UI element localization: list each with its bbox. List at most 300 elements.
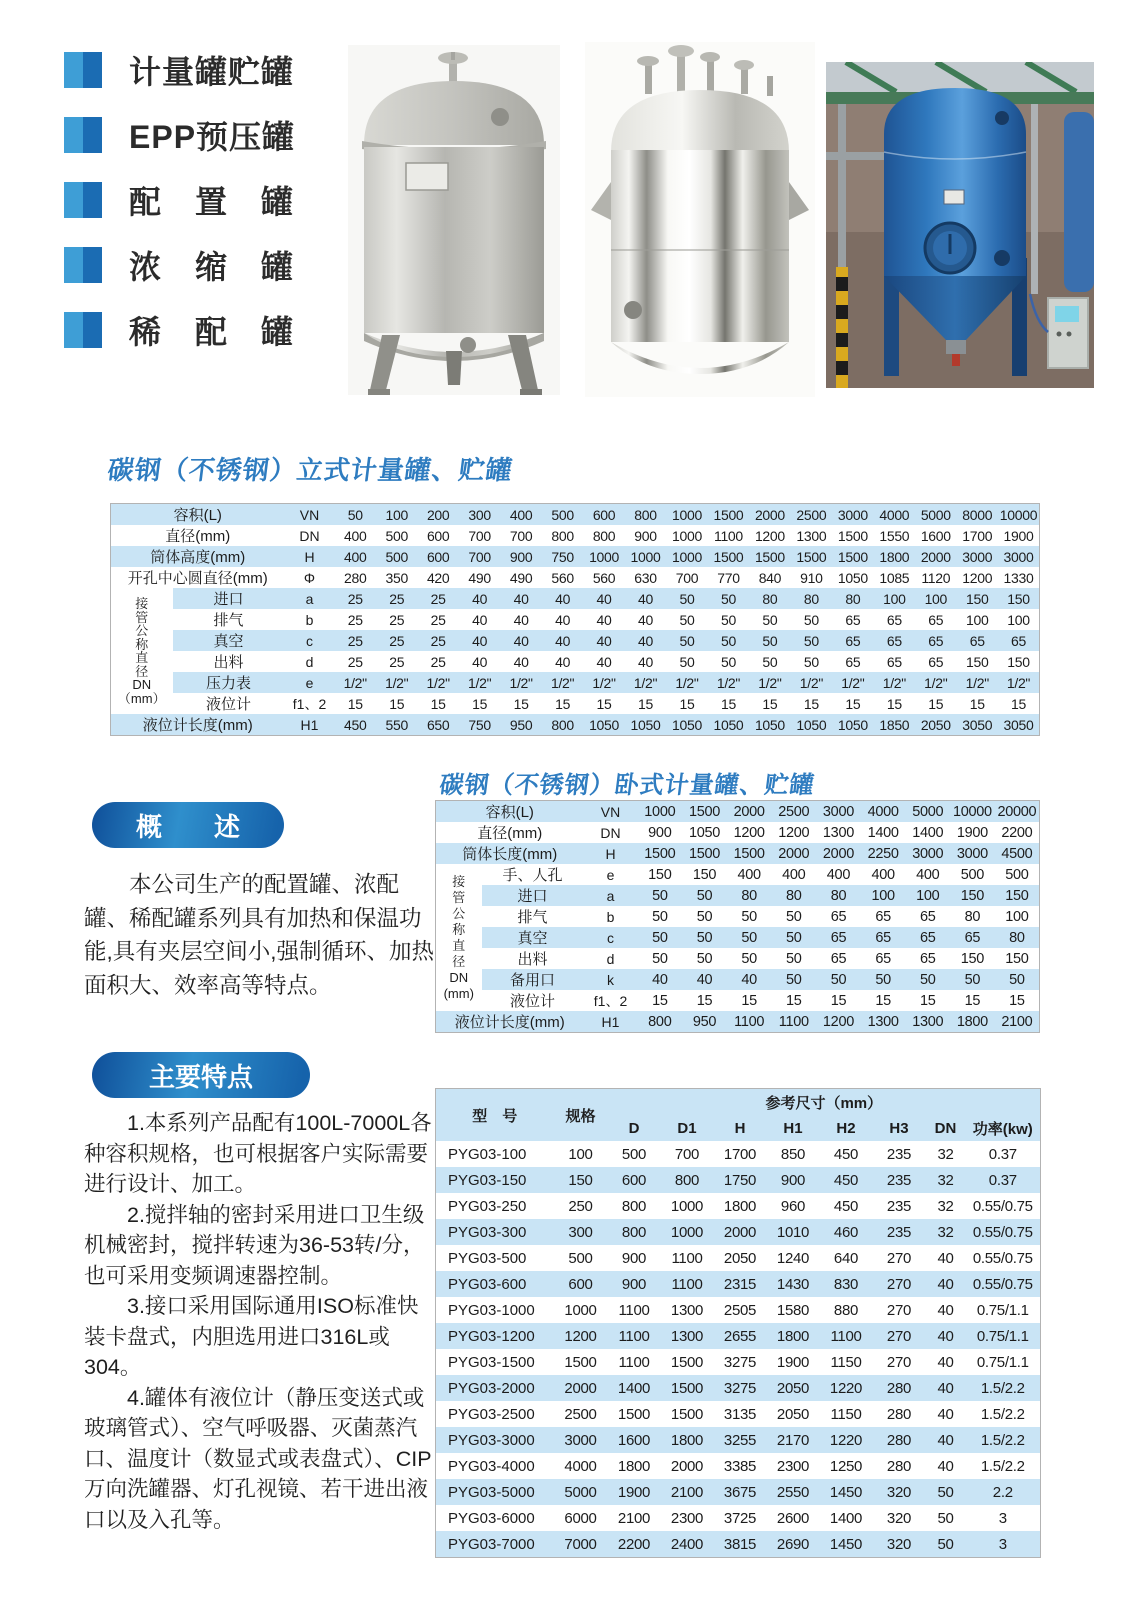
dimension-cell: 1220 bbox=[829, 1379, 863, 1397]
value-cell: 40 bbox=[638, 632, 653, 649]
value-cell: 700 bbox=[675, 569, 699, 586]
col-header-dimension: H1 bbox=[783, 1119, 803, 1137]
dimension-cell: 1500 bbox=[670, 1353, 704, 1371]
value-cell: 65 bbox=[928, 632, 944, 649]
dimension-cell: 1100 bbox=[671, 1249, 703, 1267]
value-cell: 80 bbox=[1009, 929, 1025, 946]
table-row bbox=[436, 1141, 1041, 1167]
dimension-cell: 50 bbox=[937, 1535, 954, 1553]
value-cell: 1500 bbox=[713, 548, 744, 565]
value-cell: 150 bbox=[1007, 590, 1030, 607]
value-cell: 50 bbox=[875, 971, 891, 988]
value-cell: 80 bbox=[845, 590, 861, 607]
power-cell: 0.55/0.75 bbox=[972, 1197, 1033, 1215]
spec-cell: 150 bbox=[568, 1171, 593, 1189]
dimension-cell: 2050 bbox=[723, 1249, 757, 1267]
row-code: e bbox=[606, 866, 615, 883]
table-row bbox=[111, 693, 1040, 714]
value-cell: 50 bbox=[720, 611, 736, 628]
square-bullet-icon bbox=[64, 117, 102, 153]
value-cell: 40 bbox=[638, 611, 653, 628]
value-cell: 3050 bbox=[962, 716, 993, 733]
value-cell: 65 bbox=[875, 908, 891, 925]
pipe-nominal-diameter-group-label: 接 管 公 称 直 径 DN (mm) bbox=[436, 864, 482, 1011]
value-cell: 15 bbox=[969, 695, 985, 712]
value-cell: 2500 bbox=[778, 803, 810, 820]
feature-item: 3.接口采用国际通用ISO标准快装卡盘式，内胆选用进口316L或304。 bbox=[84, 1294, 419, 1379]
value-cell: 1300 bbox=[796, 527, 827, 544]
dimension-cell: 270 bbox=[886, 1249, 912, 1267]
dimension-cell: 3275 bbox=[723, 1353, 757, 1371]
dimension-cell: 2050 bbox=[776, 1379, 810, 1397]
value-cell: 280 bbox=[344, 569, 367, 586]
value-cell: 50 bbox=[679, 632, 695, 649]
value-cell: 800 bbox=[592, 527, 616, 544]
value-cell: 80 bbox=[741, 887, 757, 904]
table-row bbox=[111, 672, 1040, 693]
overview-paragraph: 本公司生产的配置罐、浓配罐、稀配罐系列具有加热和保温功能,具有夹层空间小,强制循环、加热面积大、效率高等特点。 bbox=[84, 872, 435, 998]
value-cell: 50 bbox=[803, 653, 819, 670]
value-cell: 1900 bbox=[1003, 527, 1034, 544]
feature-item: 1.本系列产品配有100L-7000L各种容积规格，也可根据客户实际需要进行设计、加工。 bbox=[84, 1111, 432, 1196]
power-cell: 1.5/2.2 bbox=[980, 1457, 1025, 1475]
dimension-cell: 1750 bbox=[723, 1171, 757, 1189]
row-label: 进口 bbox=[517, 888, 548, 905]
value-cell: 1500 bbox=[796, 548, 827, 565]
value-cell: 80 bbox=[803, 590, 819, 607]
row-label: 进口 bbox=[213, 591, 244, 608]
dimension-cell: 1000 bbox=[670, 1197, 704, 1215]
feature-item: 4.罐体有液位计（静压变送式或玻璃管式）、空气呼吸器、灭菌蒸汽口、温度计（数显式或表盘式）、CIP万向洗罐器、灯孔视镜、若干进出液口以及入孔等。 bbox=[84, 1385, 432, 1532]
row-label: 备用口 bbox=[509, 972, 555, 989]
col-header-dimension: H bbox=[734, 1119, 746, 1137]
dimension-cell: 2000 bbox=[723, 1223, 757, 1241]
value-cell: 2000 bbox=[733, 803, 765, 820]
dimension-cell: 1430 bbox=[776, 1275, 810, 1293]
value-cell: 400 bbox=[871, 866, 895, 883]
value-cell: 1900 bbox=[956, 824, 988, 841]
value-cell: 40 bbox=[513, 632, 529, 649]
table-row bbox=[436, 969, 1040, 990]
value-cell: 1050 bbox=[796, 716, 827, 733]
value-cell: 1/2" bbox=[799, 674, 823, 691]
value-cell: 1330 bbox=[1003, 569, 1034, 586]
value-cell: 1050 bbox=[630, 716, 661, 733]
value-cell: 400 bbox=[737, 866, 761, 883]
value-cell: 560 bbox=[551, 569, 574, 586]
product-label: 配 置 罐 bbox=[129, 184, 295, 220]
model-cell: PYG03-2000 bbox=[448, 1379, 535, 1397]
value-cell: 1500 bbox=[713, 506, 744, 523]
value-cell: 3000 bbox=[912, 845, 944, 862]
table-row bbox=[436, 1505, 1041, 1531]
value-cell: 1/2" bbox=[882, 674, 906, 691]
model-cell: PYG03-2500 bbox=[448, 1405, 535, 1423]
value-cell: 4500 bbox=[1001, 845, 1033, 862]
value-cell: 400 bbox=[826, 866, 851, 883]
dimension-cell: 960 bbox=[780, 1197, 806, 1215]
row-label: 液位计长度(mm) bbox=[142, 717, 253, 734]
value-cell: 25 bbox=[430, 632, 446, 649]
value-cell: 1120 bbox=[921, 569, 951, 586]
value-cell: 150 bbox=[648, 866, 672, 883]
row-code: a bbox=[305, 590, 314, 607]
dimension-cell: 600 bbox=[621, 1171, 647, 1189]
value-cell: 15 bbox=[741, 992, 757, 1009]
dimension-cell: 1400 bbox=[617, 1379, 651, 1397]
value-cell: 1085 bbox=[879, 569, 910, 586]
dimension-cell: 3135 bbox=[723, 1405, 757, 1423]
dimension-cell: 900 bbox=[621, 1249, 647, 1267]
product-label: 计量罐贮罐 bbox=[129, 54, 295, 90]
row-code: a bbox=[606, 887, 615, 904]
col-header-dimension: D1 bbox=[677, 1119, 697, 1137]
dimension-cell: 2655 bbox=[723, 1327, 757, 1345]
mirror-tank-illustration bbox=[585, 42, 815, 397]
power-cell: 0.75/1.1 bbox=[976, 1327, 1029, 1345]
value-cell: 1/2" bbox=[965, 674, 989, 691]
value-cell: 1300 bbox=[822, 824, 854, 841]
table-row bbox=[436, 801, 1040, 823]
dimension-cell: 1100 bbox=[618, 1353, 650, 1371]
value-cell: 450 bbox=[344, 716, 367, 733]
value-cell: 1/2" bbox=[675, 674, 699, 691]
value-cell: 15 bbox=[472, 695, 488, 712]
value-cell: 40 bbox=[513, 611, 529, 628]
value-cell: 40 bbox=[596, 653, 612, 670]
table-row bbox=[436, 1271, 1041, 1297]
value-cell: 65 bbox=[845, 653, 861, 670]
dimension-cell: 280 bbox=[886, 1457, 912, 1475]
power-cell: 0.55/0.75 bbox=[972, 1223, 1033, 1241]
spec-cell: 1200 bbox=[564, 1327, 597, 1345]
table-row bbox=[436, 1297, 1041, 1323]
value-cell: 950 bbox=[692, 1013, 717, 1030]
product-photo-matte-tank bbox=[348, 45, 560, 395]
row-label: 容积(L) bbox=[173, 507, 222, 524]
value-cell: 400 bbox=[509, 506, 533, 523]
row-label: 排气 bbox=[517, 909, 548, 926]
value-cell: 400 bbox=[344, 548, 367, 565]
dimension-cell: 1220 bbox=[829, 1431, 863, 1449]
value-cell: 1050 bbox=[688, 824, 721, 841]
row-code: VN bbox=[600, 803, 621, 820]
dimension-cell: 320 bbox=[886, 1535, 912, 1553]
product-list bbox=[64, 50, 295, 375]
value-cell: 1/2" bbox=[509, 674, 533, 691]
value-cell: 1000 bbox=[630, 548, 661, 565]
value-cell: 1500 bbox=[837, 548, 868, 565]
value-cell: 40 bbox=[513, 653, 529, 670]
value-cell: 40 bbox=[596, 632, 612, 649]
dimension-cell: 235 bbox=[886, 1223, 912, 1241]
value-cell: 700 bbox=[468, 548, 491, 565]
power-cell: 0.55/0.75 bbox=[972, 1275, 1033, 1293]
value-cell: 15 bbox=[845, 695, 861, 712]
dimension-cell: 900 bbox=[780, 1171, 806, 1189]
product-label: EPP预压罐 bbox=[129, 119, 296, 155]
value-cell: 50 bbox=[741, 929, 757, 946]
value-cell: 800 bbox=[551, 527, 574, 544]
value-cell: 50 bbox=[652, 908, 668, 925]
power-cell: 0.75/1.1 bbox=[976, 1301, 1029, 1319]
value-cell: 65 bbox=[845, 632, 861, 649]
dimension-cell: 800 bbox=[621, 1197, 647, 1215]
horizontal-table-title: 碳钢（不锈钢）卧式计量罐、贮罐 bbox=[437, 772, 817, 799]
value-cell: 15 bbox=[696, 992, 713, 1009]
pipe-nominal-diameter-group-label: 接 管 公 称 直 径 DN （mm） bbox=[111, 588, 173, 714]
dimension-cell: 320 bbox=[886, 1483, 912, 1501]
value-cell: 630 bbox=[634, 569, 657, 586]
dimension-cell: 2300 bbox=[670, 1509, 704, 1527]
row-label: 出料 bbox=[213, 654, 244, 671]
row-label: 筒体长度(mm) bbox=[462, 846, 558, 863]
value-cell: 1800 bbox=[879, 548, 910, 565]
table-row bbox=[111, 525, 1040, 546]
value-cell: 15 bbox=[596, 695, 612, 712]
value-cell: 25 bbox=[347, 590, 363, 607]
value-cell: 50 bbox=[696, 950, 713, 967]
row-label: 真空 bbox=[213, 633, 244, 650]
spec-cell: 2500 bbox=[564, 1405, 597, 1423]
dimension-cell: 3675 bbox=[723, 1483, 757, 1501]
value-cell: 150 bbox=[960, 950, 985, 967]
row-code: b bbox=[305, 611, 314, 628]
value-cell: 40 bbox=[555, 653, 571, 670]
value-cell: 1200 bbox=[733, 824, 765, 841]
value-cell: 1800 bbox=[956, 1013, 988, 1030]
dimension-cell: 3255 bbox=[723, 1431, 757, 1449]
dimension-cell: 1450 bbox=[829, 1535, 863, 1553]
dimension-cell: 40 bbox=[937, 1431, 954, 1449]
value-cell: 2000 bbox=[920, 548, 951, 565]
value-cell: 50 bbox=[762, 611, 778, 628]
row-code: H bbox=[605, 845, 616, 862]
row-code: H1 bbox=[300, 716, 319, 733]
value-cell: 150 bbox=[1005, 950, 1029, 967]
value-cell: 490 bbox=[509, 569, 533, 586]
row-code: H bbox=[304, 548, 315, 565]
value-cell: 25 bbox=[347, 632, 363, 649]
value-cell: 100 bbox=[916, 887, 940, 904]
value-cell: 65 bbox=[830, 929, 847, 946]
list-item bbox=[64, 245, 295, 285]
row-label: 压力表 bbox=[205, 675, 251, 692]
dimension-cell: 50 bbox=[937, 1509, 954, 1527]
value-cell: 1000 bbox=[672, 506, 702, 523]
value-cell: 40 bbox=[652, 971, 668, 988]
power-cell: 0.37 bbox=[988, 1145, 1017, 1163]
dimension-cell: 1800 bbox=[723, 1197, 757, 1215]
value-cell: 1550 bbox=[879, 527, 910, 544]
value-cell: 150 bbox=[1005, 887, 1029, 904]
dimension-cell: 50 bbox=[937, 1483, 954, 1501]
dimension-cell: 1240 bbox=[776, 1249, 810, 1267]
value-cell: 50 bbox=[679, 590, 695, 607]
col-header-dimension: H2 bbox=[836, 1119, 856, 1137]
value-cell: 1/2" bbox=[1006, 674, 1031, 691]
value-cell: 1/2" bbox=[343, 674, 367, 691]
value-cell: 1/2" bbox=[716, 674, 741, 691]
value-cell: 15 bbox=[803, 695, 819, 712]
row-code: k bbox=[607, 971, 614, 988]
table-row bbox=[111, 504, 1040, 526]
dimension-cell: 2505 bbox=[723, 1301, 757, 1319]
value-cell: 65 bbox=[886, 653, 902, 670]
model-cell: PYG03-1200 bbox=[448, 1327, 535, 1345]
value-cell: 50 bbox=[347, 506, 363, 523]
value-cell: 500 bbox=[1005, 866, 1029, 883]
spec-cell: 6000 bbox=[564, 1509, 597, 1527]
dimension-cell: 450 bbox=[833, 1171, 859, 1189]
value-cell: 50 bbox=[830, 971, 847, 988]
value-cell: 15 bbox=[762, 695, 778, 712]
value-cell: 40 bbox=[596, 590, 612, 607]
table-row bbox=[436, 1219, 1041, 1245]
value-cell: 15 bbox=[720, 695, 736, 712]
value-cell: 20000 bbox=[997, 803, 1037, 820]
value-cell: 50 bbox=[964, 971, 981, 988]
col-header-reference-dimensions: 参考尺寸（mm） bbox=[765, 1094, 883, 1112]
value-cell: 4000 bbox=[867, 803, 899, 820]
value-cell: 1200 bbox=[822, 1013, 854, 1030]
vertical-table-title: 碳钢（不锈钢）立式计量罐、贮罐 bbox=[105, 455, 515, 485]
value-cell: 50 bbox=[696, 929, 713, 946]
row-code: e bbox=[305, 674, 314, 691]
overview-heading: 概 述 bbox=[92, 802, 284, 848]
value-cell: 50 bbox=[786, 950, 802, 967]
row-label: 筒体高度(mm) bbox=[150, 549, 246, 566]
dimension-cell: 1800 bbox=[670, 1431, 704, 1449]
dimension-cell: 1150 bbox=[830, 1405, 862, 1423]
dimension-cell: 3385 bbox=[723, 1457, 757, 1475]
dimension-cell: 2315 bbox=[723, 1275, 757, 1293]
dimension-cell: 640 bbox=[833, 1249, 859, 1267]
value-cell: 500 bbox=[385, 527, 408, 544]
value-cell: 100 bbox=[966, 611, 989, 628]
header-row bbox=[436, 1089, 1041, 1116]
value-cell: 50 bbox=[920, 971, 936, 988]
value-cell: 25 bbox=[347, 611, 363, 628]
value-cell: 1/2" bbox=[385, 674, 409, 691]
value-cell: 8000 bbox=[962, 506, 993, 523]
value-cell: 15 bbox=[652, 992, 668, 1009]
value-cell: 40 bbox=[472, 653, 488, 670]
model-cell: PYG03-1500 bbox=[448, 1353, 535, 1371]
row-label: 排气 bbox=[213, 612, 244, 629]
dimension-cell: 1150 bbox=[830, 1353, 862, 1371]
value-cell: 50 bbox=[652, 929, 668, 946]
dimension-cell: 2400 bbox=[670, 1535, 704, 1553]
value-cell: 25 bbox=[389, 632, 405, 649]
spec-cell: 250 bbox=[568, 1197, 593, 1215]
dimension-cell: 2200 bbox=[617, 1535, 651, 1553]
value-cell: 65 bbox=[875, 929, 891, 946]
value-cell: 1300 bbox=[867, 1013, 899, 1030]
features-paragraphs bbox=[84, 1108, 436, 1535]
value-cell: 80 bbox=[964, 908, 981, 925]
vertical-tank-spec-table bbox=[110, 503, 1040, 736]
spec-cell: 1000 bbox=[564, 1301, 597, 1319]
value-cell: 1000 bbox=[589, 548, 620, 565]
model-cell: PYG03-600 bbox=[448, 1275, 527, 1293]
dimension-cell: 850 bbox=[780, 1145, 806, 1163]
dimension-cell: 1100 bbox=[618, 1327, 650, 1345]
value-cell: 1050 bbox=[754, 716, 785, 733]
value-cell: 2000 bbox=[754, 506, 785, 523]
row-code: H1 bbox=[601, 1013, 620, 1030]
dimension-cell: 40 bbox=[937, 1353, 954, 1371]
row-code: d bbox=[606, 950, 615, 967]
row-code: Φ bbox=[303, 569, 316, 586]
value-cell: 65 bbox=[928, 653, 944, 670]
row-label: 直径(mm) bbox=[165, 528, 231, 545]
value-cell: 50 bbox=[652, 950, 668, 967]
value-cell: 65 bbox=[875, 950, 891, 967]
value-cell: 1600 bbox=[920, 527, 951, 544]
dimension-cell: 1500 bbox=[617, 1405, 651, 1423]
dimension-cell: 235 bbox=[886, 1145, 912, 1163]
row-code: f1、2 bbox=[292, 695, 327, 712]
table-row bbox=[111, 588, 1040, 609]
table-row bbox=[436, 948, 1040, 969]
value-cell: 150 bbox=[960, 887, 985, 904]
value-cell: 1050 bbox=[837, 716, 868, 733]
value-cell: 150 bbox=[692, 866, 717, 883]
dimension-cell: 32 bbox=[937, 1171, 954, 1189]
table-row bbox=[111, 630, 1040, 651]
value-cell: 1500 bbox=[688, 803, 721, 820]
value-cell: 15 bbox=[928, 695, 944, 712]
dimension-cell: 32 bbox=[937, 1197, 954, 1215]
value-cell: 500 bbox=[551, 506, 574, 523]
value-cell: 350 bbox=[385, 569, 408, 586]
square-bullet-icon bbox=[64, 312, 102, 348]
value-cell: 50 bbox=[786, 971, 802, 988]
col-header-dimension: D bbox=[628, 1119, 640, 1137]
value-cell: 200 bbox=[426, 506, 450, 523]
table-row bbox=[436, 927, 1040, 948]
value-cell: 1500 bbox=[733, 845, 765, 862]
row-label: 液位计 bbox=[509, 993, 555, 1010]
spec-cell: 100 bbox=[568, 1145, 593, 1163]
value-cell: 25 bbox=[347, 653, 363, 670]
dimension-cell: 280 bbox=[886, 1431, 912, 1449]
value-cell: 1/2" bbox=[758, 674, 782, 691]
dimension-cell: 1400 bbox=[829, 1509, 863, 1527]
spec-cell: 5000 bbox=[564, 1483, 597, 1501]
value-cell: 1050 bbox=[589, 716, 620, 733]
value-cell: 1000 bbox=[644, 803, 676, 820]
product-photo-blue-tank-factory bbox=[826, 62, 1094, 388]
value-cell: 300 bbox=[468, 506, 491, 523]
value-cell: 65 bbox=[964, 929, 981, 946]
value-cell: 840 bbox=[758, 569, 782, 586]
dimension-cell: 450 bbox=[833, 1145, 859, 1163]
dimension-cell: 1900 bbox=[776, 1353, 810, 1371]
col-header-dimension: DN bbox=[934, 1119, 957, 1137]
value-cell: 420 bbox=[426, 569, 450, 586]
row-code: c bbox=[306, 632, 313, 649]
value-cell: 1000 bbox=[672, 527, 702, 544]
value-cell: 50 bbox=[786, 929, 802, 946]
table-row bbox=[436, 1375, 1041, 1401]
dimension-cell: 270 bbox=[886, 1301, 912, 1319]
dimension-cell: 830 bbox=[833, 1275, 859, 1293]
value-cell: 1100 bbox=[778, 1013, 809, 1030]
dimension-cell: 1580 bbox=[776, 1301, 810, 1319]
value-cell: 50 bbox=[696, 887, 713, 904]
